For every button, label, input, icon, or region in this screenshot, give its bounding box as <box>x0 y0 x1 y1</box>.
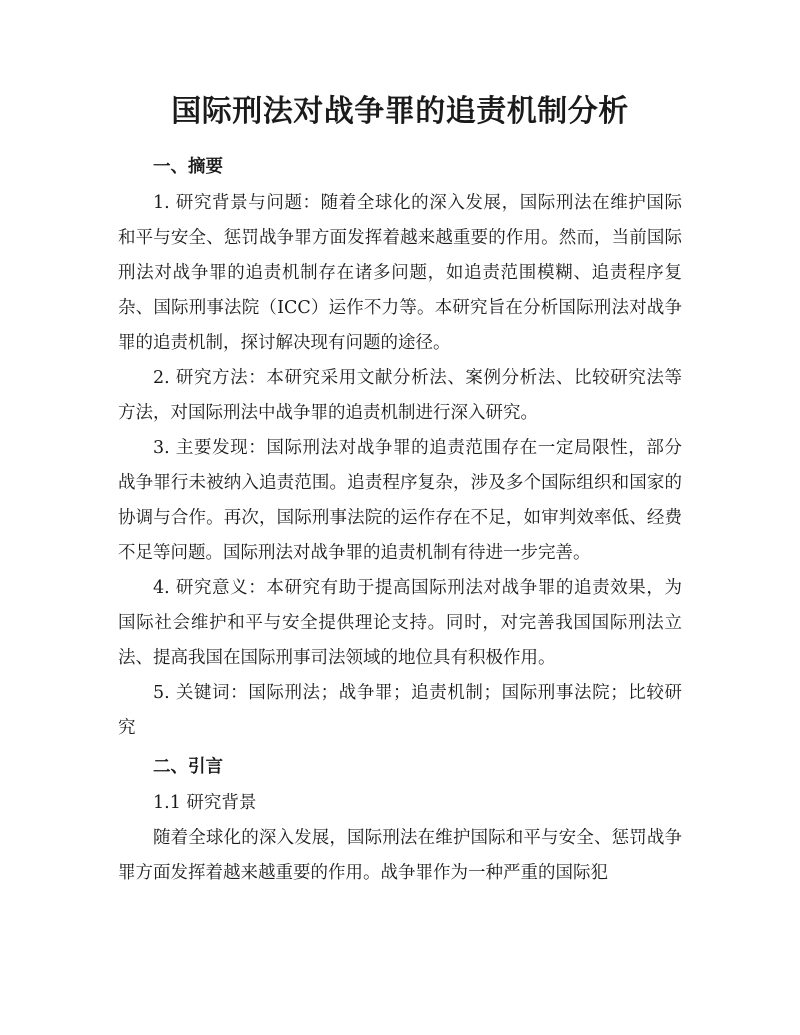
introduction-paragraph: 随着全球化的深入发展，国际刑法在维护国际和平与安全、惩罚战争罪方面发挥着越来越重要的作用。战争罪作为一种严重的国际犯 <box>118 828 682 883</box>
abstract-paragraph-methods: 2. 研究方法：本研究采用文献分析法、案例分析法、比较研究法等方法，对国际刑法中战争罪的追责机制进行深入研究。 <box>118 368 682 423</box>
subsection-heading-background: 1.1 研究背景 <box>153 793 257 813</box>
abstract-paragraph-significance: 4. 研究意义：本研究有助于提高国际刑法对战争罪的追责效果，为国际社会维护和平与安全提供理论支持。同时，对完善我国国际刑法立法、提高我国在国际刑事司法领域的地位具有积极作用。 <box>118 578 682 668</box>
abstract-paragraph-keywords: 5. 关键词：国际刑法；战争罪；追责机制；国际刑事法院；比较研究 <box>118 683 682 738</box>
abstract-paragraph-background: 1. 研究背景与问题：随着全球化的深入发展，国际刑法在维护国际和平与安全、惩罚战争罪方面发挥着越来越重要的作用。然而，当前国际刑法对战争罪的追责机制存在诸多问题，如追责范围模糊、追责程序复杂、国际刑事法院（ICC）运作不力等。本研究旨在分析国际刑法对战争罪的追责机制，探讨解决现有问题的途径。 <box>118 193 682 353</box>
section-heading-introduction: 二、引言 <box>153 757 223 777</box>
section-heading-abstract: 一、摘要 <box>153 157 223 177</box>
abstract-paragraph-findings: 3. 主要发现：国际刑法对战争罪的追责范围存在一定局限性，部分战争罪行未被纳入追责范围。追责程序复杂，涉及多个国际组织和国家的协调与合作。再次，国际刑事法院的运作存在不足，如审判效率低、经费不足等问题。国际刑法对战争罪的追责机制有待进一步完善。 <box>118 438 682 563</box>
document-title: 国际刑法对战争罪的追责机制分析 <box>171 94 629 129</box>
